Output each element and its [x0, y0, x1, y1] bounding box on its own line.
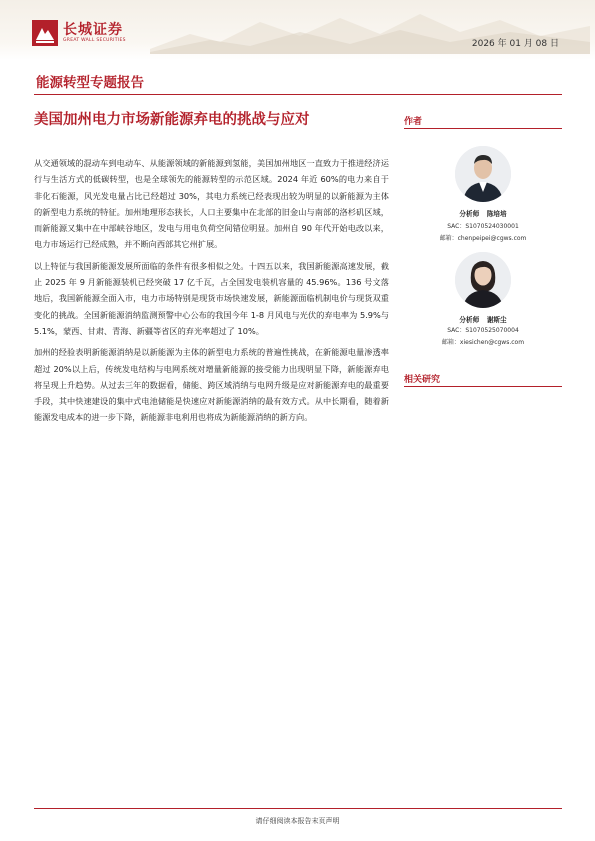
author-sac: SAC：S1070525070004: [447, 327, 519, 334]
body-paragraph-3: 加州的经验表明新能源消纳是以新能源为主体的新型电力系统的普遍性挑战，在新能源电量渗透率超过 20%以上后，传统发电结构与电网系统对增量新能源的接受能力出现明显下降，新能源弃电将呈现上升趋势。从过去三年的数据看，储能、跨区域消纳与电网升级是应对新能源弃电的最重要手段，其中快速建设的集中式电池储能是快速应对新能源消纳的最有效方式。从中长期看，随着新能源发电成本的进一步下降，新能源非电利用也将成为新能源消纳的新方向。: [34, 347, 389, 423]
author-role: 分析师: [459, 316, 480, 324]
female-portrait-icon: [455, 252, 511, 308]
report-title: 美国加州电力市场新能源弃电的挑战与应对: [34, 112, 310, 128]
author-name: 谢斯尘: [486, 316, 507, 324]
male-portrait-icon: [455, 146, 511, 202]
footer-disclaimer: 请仔细阅读本报告末页声明: [255, 817, 340, 825]
authors-divider: [404, 128, 562, 129]
main-body: [34, 155, 389, 431]
logo-english-name: GREAT WALL SECURITIES: [63, 38, 126, 43]
header-divider: [34, 94, 562, 95]
author-card-2: [404, 252, 562, 352]
company-logo: [32, 20, 126, 46]
author-role: 分析师: [459, 210, 480, 218]
author-sac: SAC：S1070524030001: [447, 223, 519, 230]
authors-heading: 作者: [404, 117, 423, 127]
author-card-1: [404, 146, 562, 246]
related-research-heading: 相关研究: [404, 375, 441, 385]
related-divider: [404, 386, 562, 387]
body-paragraph-1: 从交通领域的混动车到电动车、从能源领域的新能源到氢能，美国加州地区一直致力于推进经济运行与生活方式的低碳转型，也是全球领先的能源转型的示范区域。2024 年近 60%的电力来自于非化石能源，风光发电量占比已经超过 30%，其电力系统已经表现出较为明显的以新能源为主体的新型电力系统的特征。加州地理形态狭长，人口主要集中在北部的旧金山与南部的洛杉矶区域，而新能源又集中在中部峡谷地区，发电与用电负荷空间错位明显。加州自 90 年代开始电改以来，电力市场运行已经成熟，并不断向西部其它州扩展。: [34, 158, 389, 250]
footer-divider: [34, 808, 562, 809]
author-email[interactable]: 邮箱：xiesichen@cgws.com: [441, 339, 525, 346]
report-type-heading: 能源转型专题报告: [36, 75, 144, 91]
report-date: 2026 年 01 月 08 日: [471, 39, 559, 49]
author-name: 陈培培: [486, 210, 507, 218]
body-paragraph-2: 以上特征与我国新能源发展所面临的条件有很多相似之处。十四五以来，我国新能源高速发展，截止 2025 年 9 月新能源装机已经突破 17 亿千瓦，占全国发电装机容量的 45.96%。136 号文落地后，我国新能源全面入市，电力市场特别是现货市场快速发展，新能源面临机制电价与现货双重变化的挑战。全国新能源消纳监测预警中心公布的我国今年 1-8 月风电与光伏的弃电率为 5.9%与 5.1%，蒙西、甘肃、青海、新疆等省区的弃光率超过了 10%。: [34, 260, 389, 336]
avatar: [455, 252, 511, 308]
logo-chinese-name: 长城证券: [63, 22, 123, 38]
avatar: [455, 146, 511, 202]
logo-mark-icon: [32, 20, 58, 46]
author-email[interactable]: 邮箱：chenpeipei@cgws.com: [439, 235, 527, 242]
